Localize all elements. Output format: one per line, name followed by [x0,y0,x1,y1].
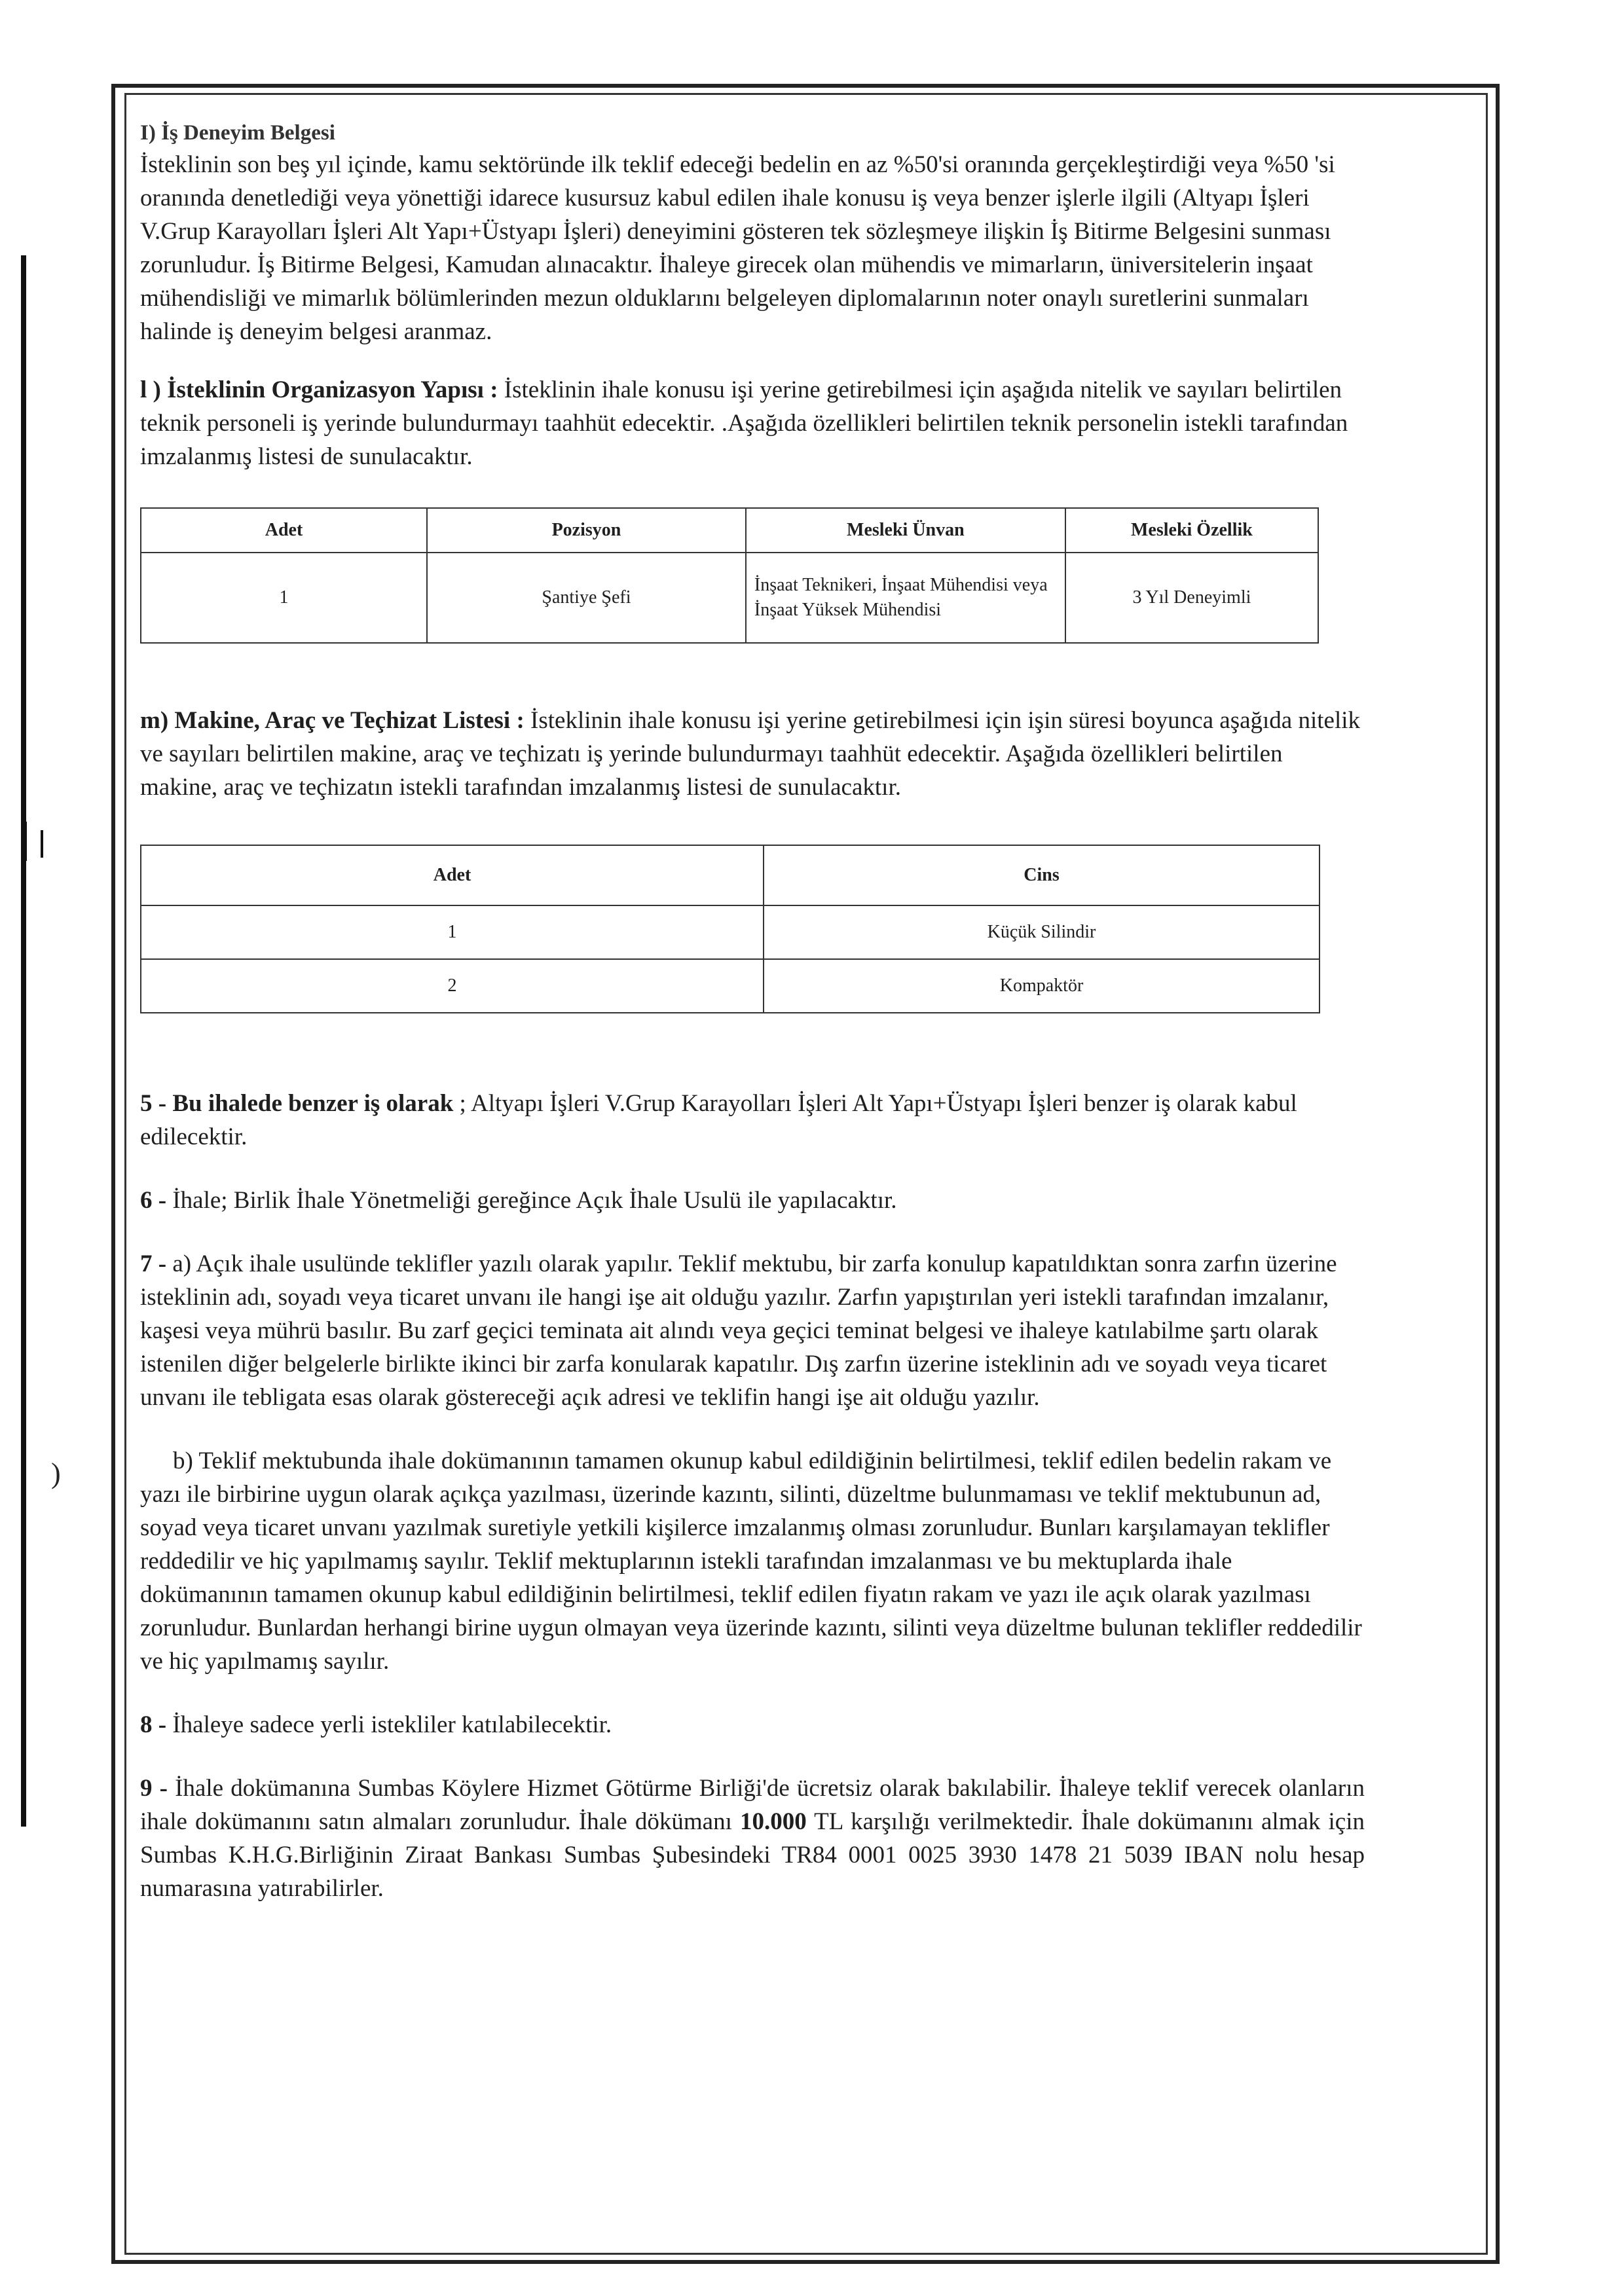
section-m-heading: m) Makine, Araç ve Teçhizat Listesi : [140,707,525,734]
column-header: Mesleki Ünvan [746,508,1065,553]
equipment-table-header [141,845,1320,905]
item-8-label: 8 - [140,1711,167,1738]
equipment-table [140,845,1320,1013]
column-header: Mesleki Özellik [1065,508,1318,553]
column-header: Pozisyon [427,508,746,553]
section-k-body: İsteklinin son beş yıl içinde, kamu sektöründe ilk teklif edeceği bedelin en az %50'si oranında gerçekleştirdiği veya %50 'si oranında denetlediği veya yönettiği idarece kusursuz kabul edilen ihale konusu iş veya benzer işlerle ilgili (Altyapı İşleri V.Grup Karayolları İşleri Alt Yapı+Üstyapı İşleri) deneyimini gösteren tek sözleşmeye ilişkin İş Bitirme Belgesini sunması zorunludur. İş Bitirme Belgesi, Kamudan alınacaktır. İhaleye girecek olan mühendis ve mimarların, üniversitelerin inşaat mühendisliği ve mimarlık bölümlerinden mezun olduklarını belgeleyen diplomalarının noter onaylı suretlerini sunmaları halinde iş deneyim belgesi aranmaz. [140,151,1335,345]
column-header: Adet [141,508,427,553]
item-9-price: 10.000 [739,1808,807,1835]
item-8 [140,1708,1365,1741]
item-9-body-end: TL karşılığı verilmektedir. İhale dokümanını almak için Sumbas K.H.G.Birliğinin Ziraat Bankası Sumbas Şubesindeki TR84 0001 0025 3930 1478 21 5039 IBAN nolu hesap numarasına yatırabilirler. [140,1808,1365,1902]
item-9-label: 9 - [140,1775,168,1802]
table-row [141,553,1318,643]
item-7b: b) Teklif mektubunda ihale dokümanının tamamen okunup kabul edildiğinin belirtilmesi, teklif edilen bedelin rakam ve yazı ile birbirine uygun olarak açıkça yazılması, üzerinde kazıntı, silinti, düzeltme bulunmaması ve teklif mektubunun ad, soyad veya ticaret unvanı yazılmak suretiyle yetkili kişilerce imzalanmış olması zorunludur. Bunları karşılamayan teklifler reddedilir ve hiç yapılmamış sayılır. Teklif mektuplarının istekli tarafından imzalanması ve bu mektuplarda ihale dokümanının tamamen okunup kabul edildiğinin belirtilmesi, teklif edilen fiyatın rakam ve yazı ile açık olarak yazılması zorunludur. Bunlardan herhangi birine uygun olmayan veya üzerinde kazıntı, silinti veya düzeltme bulunan teklifler reddedilir ve hiç yapılmamış sayılır. [140,1448,1362,1675]
item-8-body: İhaleye sadece yerli istekliler katılabilecektir. [172,1711,612,1738]
column-header: Adet [141,845,764,905]
item-7a-body: a) Açık ihale usulünde teklifler yazılı olarak yapılır. Teklif mektubu, bir zarfa konulup kapatıldıktan sonra zarfın üzerine isteklinin adı, soyadı veya ticaret unvanı ile hangi işe ait olduğu yazılır. Zarfın yapıştırılan yeri istekli tarafından imzalanır, kaşesi veya mührü basılır. Bu zarf geçici teminata ait alındı veya geçici teminat belgesi ve ihaleye katılabilme şartı olarak istenilen diğer belgelerle birlikte ikinci bir zarfa konularak kapatılır. Dış zarfın üzerine isteklinin adı ve soyadı veya ticaret unvanı ile tebligata esas olarak göstereceği açık adresi ve teklifin hangi işe ait olduğu yazılır. [140,1250,1337,1411]
item-6 [140,1184,1365,1217]
margin-mark-1 [24,822,41,861]
table-cell-pozisyon: Şantiye Şefi [427,553,746,643]
margin-mark-2 [41,830,43,858]
binding-edge [21,255,26,1827]
section-l-body: İsteklinin ihale konusu işi yerine getirebilmesi için aşağıda nitelik ve sayıları belirtilen teknik personeli iş yerinde bulundurmayı taahhüt edecektir. .Aşağıda özellikleri belirtilen teknik personelin istekli tarafından imzalanmış listesi de sunulacaktır. [140,376,1348,470]
section-k-heading: I) İş Deneyim Belgesi [140,121,335,145]
item-5 [140,1087,1365,1154]
margin-mark-3: ) [51,1457,61,1489]
item-6-body: İhale; Birlik İhale Yönetmeliği gereğince Açık İhale Usulü ile yapılacaktır. [172,1187,897,1214]
table-cell-cins: Küçük Silindir [764,905,1320,959]
column-header: Cins [764,845,1320,905]
personnel-table [140,507,1319,644]
table-cell-ozellik: 3 Yıl Deneyimli [1065,553,1318,643]
item-9 [140,1772,1365,1905]
table-cell-adet: 2 [141,959,764,1013]
item-6-label: 6 - [140,1187,167,1214]
section-m [140,704,1365,804]
table-cell-adet: 1 [141,905,764,959]
section-l [140,373,1365,473]
item-7-label: 7 - [140,1250,167,1277]
personnel-table-header [141,508,1318,553]
item-7a [140,1247,1365,1414]
section-l-heading: l ) İsteklinin Organizasyon Yapısı : [140,376,498,403]
item-5-label: 5 - Bu ihalede benzer iş olarak [140,1090,454,1117]
table-cell-adet: 1 [141,553,427,643]
table-cell-unvan: İnşaat Teknikeri, İnşaat Mühendisi veya İnşaat Yüksek Mühendisi [746,553,1065,643]
table-cell-cins: Kompaktör [764,959,1320,1013]
section-m-body: İsteklinin ihale konusu işi yerine getirebilmesi için işin süresi boyunca aşağıda nitelik ve sayıları belirtilen makine, araç ve teçhizatı iş yerinde bulundurmayı taahhüt edecektir. Aşağıda özellikleri belirtilen makine, araç ve teçhizatın istekli tarafından imzalanmış listesi de sunulacaktır. [140,707,1361,801]
document-body [140,118,1365,1905]
item-9-body-start: İhale dokümanına Sumbas Köylere Hizmet Götürme Birliği'de ücretsiz olarak bakılabilir. İhaleye teklif verecek olanların ihale dokümanını satın almaları zorunludur. İhale dökümanı [140,1775,1365,1835]
table-row [141,905,1320,959]
table-row [141,959,1320,1013]
item-5-body: ; Altyapı İşleri V.Grup Karayolları İşleri Alt Yapı+Üstyapı İşleri benzer iş olarak kabul edilecektir. [140,1090,1297,1150]
